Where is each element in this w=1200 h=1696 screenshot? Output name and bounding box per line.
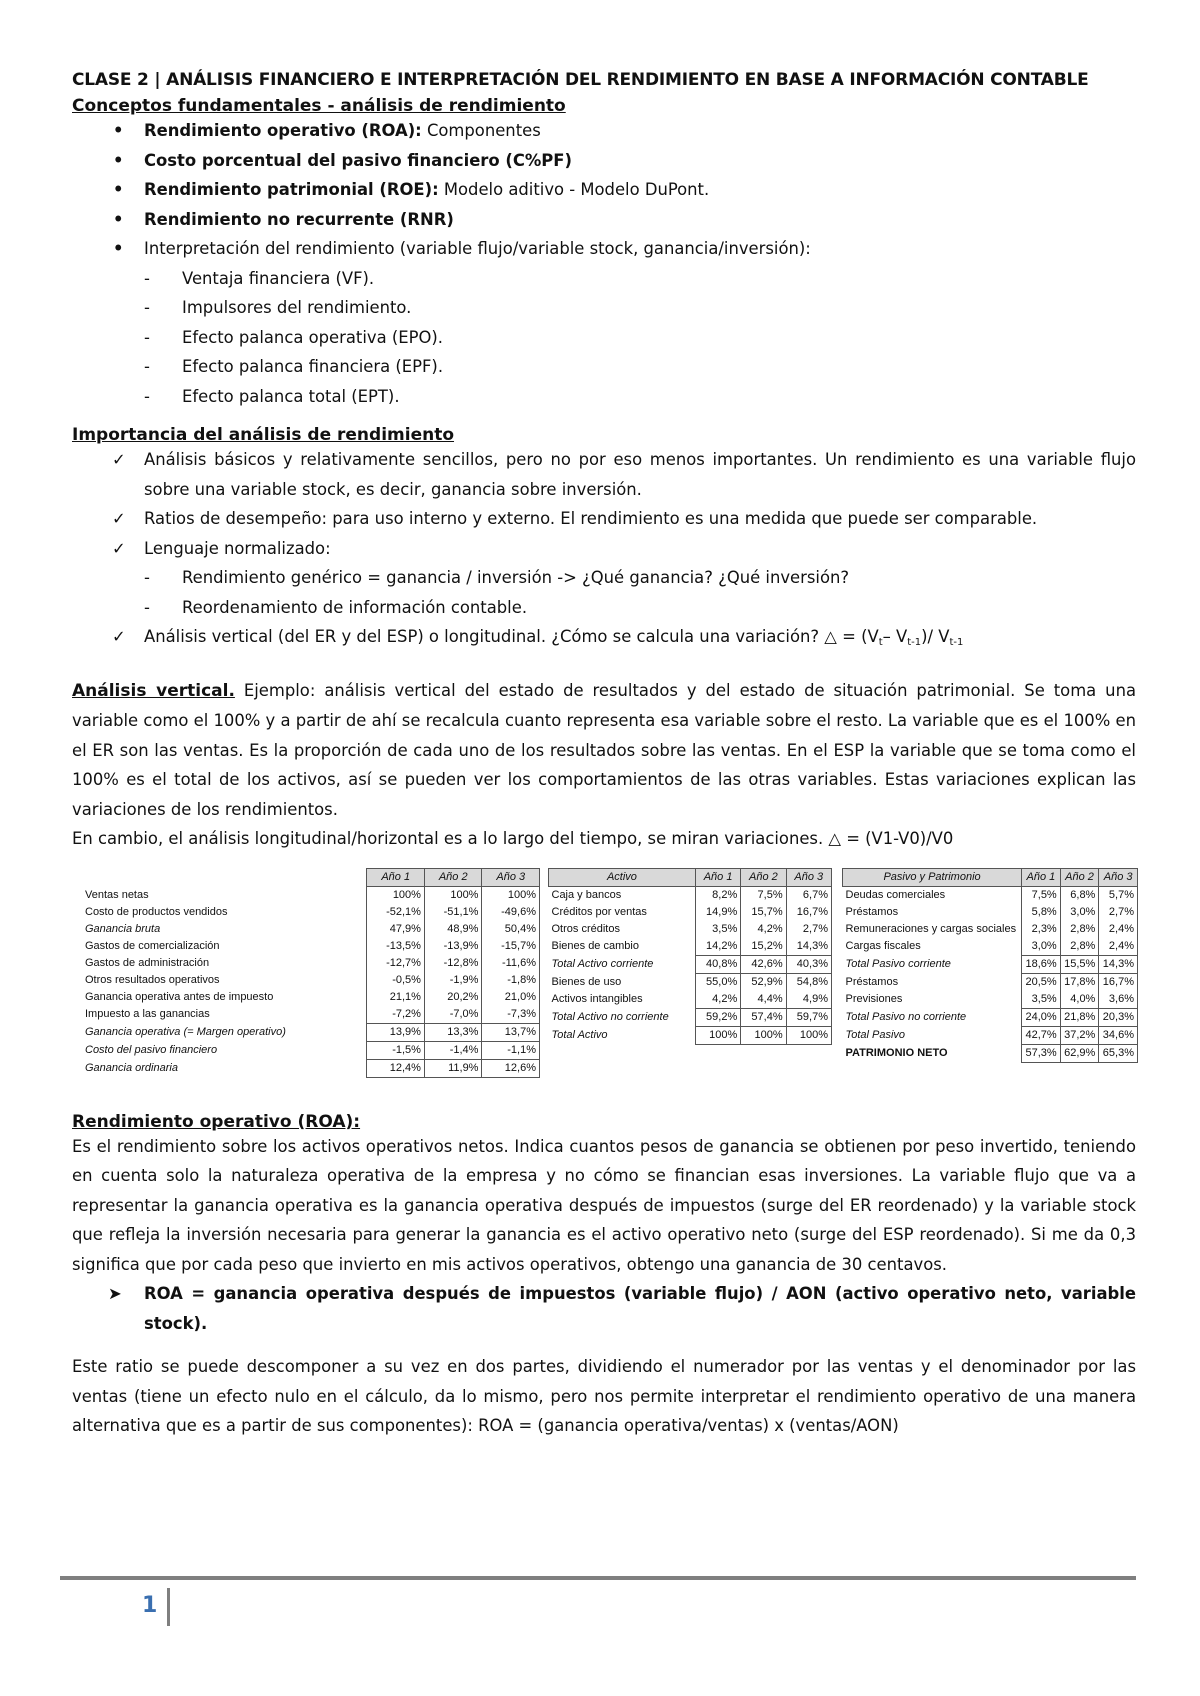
row-label: Créditos por ventas bbox=[551, 906, 647, 918]
cell-value: 100% bbox=[741, 1026, 786, 1044]
cell-value: 20,2% bbox=[424, 989, 482, 1006]
vertical-analysis-paragraph: Análisis vertical. Ejemplo: análisis vertical del estado de resultados y del estado de situación patrimonial. Se toma una variable como el 100% y a partir de ahí se recalcula cuanto representa esa variable sobre el resto. La variable que es el 100% en el ER son las ventas. Es la proporción de cada uno de los resultados sobre las ventas. En el ESP la variable que se toma como el 100% es el total de los activos, así se pueden ver los comportamientos de las otras variables. Estas variaciones explican las variaciones de los rendimientos. bbox=[72, 680, 1137, 819]
cell-value: 34,6% bbox=[1099, 1026, 1138, 1044]
cell-value: 21,1% bbox=[367, 989, 425, 1006]
page-number: 1 bbox=[142, 1588, 170, 1626]
checkmark-icon: ✓ bbox=[112, 450, 126, 469]
year-header: Año 2 bbox=[424, 868, 482, 886]
cell-value: 100% bbox=[786, 1026, 831, 1044]
row-label: Ganancia bruta bbox=[85, 923, 161, 935]
row-label: Total Pasivo corriente bbox=[845, 958, 951, 970]
table-row bbox=[82, 955, 540, 972]
cell-value: -13,5% bbox=[367, 938, 425, 955]
table-row bbox=[82, 938, 540, 955]
cell-value: -15,7% bbox=[482, 938, 540, 955]
cell-value: 4,9% bbox=[786, 991, 831, 1009]
cell-value: 37,2% bbox=[1060, 1026, 1099, 1044]
list-item: - Rendimiento genérico = ganancia / inversión -> ¿Qué ganancia? ¿Qué inversión? bbox=[72, 563, 1136, 593]
cell-value: 48,9% bbox=[424, 921, 482, 938]
income-statement-table bbox=[82, 868, 540, 1078]
row-label: Impuesto a las ganancias bbox=[85, 1008, 210, 1021]
cell-value: 5,8% bbox=[1022, 904, 1061, 921]
section-heading-roa: Rendimiento operativo (ROA): bbox=[72, 1111, 361, 1132]
row-label: Otros resultados operativos bbox=[85, 974, 220, 986]
cell-value: 14,9% bbox=[695, 904, 740, 921]
cell-value: -52,1% bbox=[367, 904, 425, 921]
cell-value: 17,8% bbox=[1060, 973, 1099, 991]
list-item: - Reordenamiento de información contable. bbox=[72, 593, 1136, 623]
cell-value: -1,9% bbox=[424, 972, 482, 989]
year-header: Año 2 bbox=[741, 868, 786, 886]
cell-value: 65,3% bbox=[1099, 1044, 1138, 1062]
table-header: Pasivo y Patrimonio bbox=[843, 868, 1022, 886]
table-row bbox=[843, 991, 1138, 1009]
list-item: - Efecto palanca total (EPT). bbox=[72, 382, 1136, 412]
concepts-list bbox=[72, 116, 1136, 264]
cell-value: 13,7% bbox=[482, 1023, 540, 1041]
cell-value: -0,5% bbox=[367, 972, 425, 989]
table-header: Activo bbox=[549, 868, 696, 886]
cell-value: -49,6% bbox=[482, 904, 540, 921]
cell-value: 52,9% bbox=[741, 973, 786, 991]
interpretation-sublist bbox=[72, 264, 1136, 412]
table-row bbox=[843, 886, 1138, 904]
table-row bbox=[82, 1041, 540, 1059]
cell-value: 57,3% bbox=[1022, 1044, 1061, 1062]
cell-value: -1,8% bbox=[482, 972, 540, 989]
year-header: Año 1 bbox=[695, 868, 740, 886]
cell-value: 57,4% bbox=[741, 1008, 786, 1026]
horizontal-analysis-paragraph: En cambio, el análisis longitudinal/horizontal es a lo largo del tiempo, se miran variaciones. △ = (V1-V0)/V0 bbox=[72, 829, 954, 848]
row-label: PATRIMONIO NETO bbox=[845, 1047, 948, 1059]
cell-value: -1,1% bbox=[482, 1041, 540, 1059]
cell-value: 2,3% bbox=[1022, 921, 1061, 938]
table-row bbox=[843, 938, 1138, 956]
cell-value: 47,9% bbox=[367, 921, 425, 938]
row-label: Deudas comerciales bbox=[845, 889, 946, 901]
cell-value: 16,7% bbox=[786, 904, 831, 921]
cell-value: 15,7% bbox=[741, 904, 786, 921]
table-row bbox=[549, 973, 832, 991]
cell-value: 6,8% bbox=[1060, 886, 1099, 904]
year-header: Año 1 bbox=[1022, 868, 1061, 886]
list-item: - Ventaja financiera (VF). bbox=[72, 264, 1136, 294]
table-row bbox=[843, 1026, 1138, 1044]
cell-value: 100% bbox=[482, 886, 540, 904]
importance-list-cont bbox=[72, 622, 1136, 658]
roa-decomposition-paragraph: Este ratio se puede descomponer a su vez en dos partes, dividiendo el numerador por las ventas y el denominador por las ventas (tiene un efecto nulo en el cálculo, da lo mismo, pero nos permite interpretar el rendimiento operativo de una manera alternativa que es a partir de sus componentes): ROA = (ganancia operativa/ventas) x (ventas/AON) bbox=[72, 1357, 1136, 1435]
cell-value: 55,0% bbox=[695, 973, 740, 991]
table-row bbox=[549, 1026, 832, 1044]
language-sublist bbox=[72, 563, 1136, 622]
importance-list bbox=[72, 445, 1136, 563]
row-label: Previsiones bbox=[845, 993, 903, 1006]
cell-value: 24,0% bbox=[1022, 1008, 1061, 1026]
cell-value: 2,4% bbox=[1099, 938, 1138, 956]
cell-value: 50,4% bbox=[482, 921, 540, 938]
cell-value: 8,2% bbox=[695, 886, 740, 904]
cell-value: 11,9% bbox=[424, 1059, 482, 1077]
cell-value: 4,2% bbox=[741, 921, 786, 938]
year-header: Año 3 bbox=[1099, 868, 1138, 886]
cell-value: 18,6% bbox=[1022, 955, 1061, 973]
cell-value: 40,8% bbox=[695, 955, 740, 973]
roa-formula-list bbox=[72, 1279, 1136, 1338]
checkmark-icon: ✓ bbox=[112, 538, 126, 558]
cell-value: 3,5% bbox=[695, 921, 740, 938]
list-item: ✓ Análisis básicos y relativamente sencillos, pero no por eso menos importantes. Un rendimiento es una variable flujo sobre una variable stock, es decir, ganancia sobre inversión. bbox=[72, 445, 1136, 504]
cell-value: -1,4% bbox=[424, 1041, 482, 1059]
row-label: Activos intangibles bbox=[551, 993, 643, 1006]
table-row bbox=[82, 921, 540, 938]
cell-value: 15,2% bbox=[741, 938, 786, 956]
list-item: • Rendimiento no recurrente (RNR) bbox=[72, 205, 1136, 235]
section-heading-conceptos: Conceptos fundamentales - análisis de rendimiento bbox=[72, 96, 566, 116]
table-row bbox=[843, 1044, 1138, 1062]
cell-value: 2,7% bbox=[786, 921, 831, 938]
cell-value: 21,0% bbox=[482, 989, 540, 1006]
cell-value: -7,3% bbox=[482, 1006, 540, 1024]
cell-value: -7,2% bbox=[367, 1006, 425, 1024]
table-row bbox=[549, 921, 832, 938]
table-row bbox=[843, 973, 1138, 991]
cell-value: 4,2% bbox=[695, 991, 740, 1009]
cell-value: 3,0% bbox=[1060, 904, 1099, 921]
row-label: Otros créditos bbox=[551, 923, 620, 935]
cell-value: 59,2% bbox=[695, 1008, 740, 1026]
cell-value: 4,4% bbox=[741, 991, 786, 1009]
row-label: Ganancia operativa (= Margen operativo) bbox=[85, 1026, 286, 1038]
cell-value: 2,7% bbox=[1099, 904, 1138, 921]
table-row bbox=[82, 972, 540, 989]
row-label: Ganancia operativa antes de impuesto bbox=[85, 991, 274, 1003]
row-label: Préstamos bbox=[845, 975, 899, 988]
cell-value: -13,9% bbox=[424, 938, 482, 955]
cell-value: 13,9% bbox=[367, 1023, 425, 1041]
cell-value: 40,3% bbox=[786, 955, 831, 973]
cell-value: 2,8% bbox=[1060, 938, 1099, 956]
cell-value: 59,7% bbox=[786, 1008, 831, 1026]
table-row bbox=[82, 1059, 540, 1077]
year-header: Año 3 bbox=[482, 868, 540, 886]
cell-value: 6,7% bbox=[786, 886, 831, 904]
row-label: Costo del pasivo financiero bbox=[85, 1044, 218, 1056]
cell-value: 100% bbox=[695, 1026, 740, 1044]
cell-value: 14,3% bbox=[786, 938, 831, 956]
footer-rule bbox=[60, 1576, 1136, 1580]
table-row bbox=[843, 955, 1138, 973]
row-label: Caja y bancos bbox=[551, 889, 622, 901]
cell-value: -7,0% bbox=[424, 1006, 482, 1024]
row-label: Ganancia ordinaria bbox=[85, 1062, 178, 1074]
table-row bbox=[549, 991, 832, 1009]
checkmark-icon: ✓ bbox=[112, 627, 126, 646]
arrow-bullet-icon: ➤ bbox=[108, 1284, 122, 1303]
list-item: • Rendimiento patrimonial (ROE): Modelo aditivo - Modelo DuPont. bbox=[72, 175, 1136, 205]
list-item: - Efecto palanca operativa (EPO). bbox=[72, 323, 1136, 353]
cell-value: 7,5% bbox=[741, 886, 786, 904]
row-label: Bienes de uso bbox=[551, 975, 622, 988]
list-item: ➤ ROA = ganancia operativa después de impuestos (variable flujo) / AON (activo operativo neto, variable stock). bbox=[72, 1279, 1136, 1338]
list-item: ✓ Análisis vertical (del ER y del ESP) o longitudinal. ¿Cómo se calcula una variación? △ = ($V_t-$ $V_{t-1})/$ $V_{t-1}$ bbox=[72, 622, 1136, 658]
row-label: Ventas netas bbox=[85, 888, 149, 901]
table-row bbox=[82, 1006, 540, 1024]
row-label: Préstamos bbox=[845, 906, 899, 918]
cell-value: 20,3% bbox=[1099, 1008, 1138, 1026]
table-row bbox=[843, 904, 1138, 921]
table-row bbox=[549, 938, 832, 956]
cell-value: 42,6% bbox=[741, 955, 786, 973]
cell-value: 3,6% bbox=[1099, 991, 1138, 1009]
liabilities-equity-table bbox=[842, 868, 1138, 1063]
row-label: Total Pasivo bbox=[845, 1029, 906, 1041]
cell-value: 12,4% bbox=[367, 1059, 425, 1077]
cell-value: 42,7% bbox=[1022, 1026, 1061, 1044]
cell-value: 100% bbox=[424, 886, 482, 904]
table-row bbox=[82, 904, 540, 921]
checkmark-icon: ✓ bbox=[112, 509, 126, 528]
cell-value: 54,8% bbox=[786, 973, 831, 991]
section-heading-vertical: Análisis vertical. bbox=[72, 680, 235, 701]
cell-value: -12,7% bbox=[367, 955, 425, 972]
list-item: • Costo porcentual del pasivo financiero (C%PF) bbox=[72, 146, 1136, 176]
cell-value: 2,4% bbox=[1099, 921, 1138, 938]
cell-value: 5,7% bbox=[1099, 886, 1138, 904]
document-title: CLASE 2 | ANÁLISIS FINANCIERO E INTERPRETACIÓN DEL RENDIMIENTO EN BASE A INFORMACIÓN CONTABLE bbox=[72, 70, 1089, 90]
cell-value: 13,3% bbox=[424, 1023, 482, 1041]
cell-value: 21,8% bbox=[1060, 1008, 1099, 1026]
cell-value: 2,8% bbox=[1060, 921, 1099, 938]
list-item: ✓ Lenguaje normalizado: bbox=[72, 534, 1136, 564]
cell-value: 15,5% bbox=[1060, 955, 1099, 973]
table-row bbox=[82, 989, 540, 1006]
cell-value: 16,7% bbox=[1099, 973, 1138, 991]
row-label: Gastos de comercialización bbox=[85, 940, 220, 952]
cell-value: 20,5% bbox=[1022, 973, 1061, 991]
cell-value: 62,9% bbox=[1060, 1044, 1099, 1062]
table-row bbox=[82, 886, 540, 904]
table-row bbox=[843, 921, 1138, 938]
year-header: Año 2 bbox=[1060, 868, 1099, 886]
list-item: - Efecto palanca financiera (EPF). bbox=[72, 352, 1136, 382]
cell-value: -51,1% bbox=[424, 904, 482, 921]
row-label: Remuneraciones y cargas sociales bbox=[845, 923, 1017, 935]
year-header: Año 1 bbox=[367, 868, 425, 886]
cell-value: 3,5% bbox=[1022, 991, 1061, 1009]
row-label: Total Pasivo no corriente bbox=[845, 1011, 967, 1023]
list-item: - Impulsores del rendimiento. bbox=[72, 293, 1136, 323]
table-row bbox=[549, 904, 832, 921]
row-label: Cargas fiscales bbox=[845, 940, 921, 953]
section-heading-importancia: Importancia del análisis de rendimiento bbox=[72, 425, 455, 445]
roa-paragraph: Es el rendimiento sobre los activos operativos netos. Indica cuantos pesos de ganancia se obtienen por peso invertido, teniendo en cuenta solo la naturaleza operativa de la empresa y no cómo se financian esas inversiones. La variable flujo que va a representar la ganancia operativa es la ganancia operativa después de impuestos (surge del ER reordenado) y la variable stock que refleja la inversión necesaria para generar la ganancia es el activo operativo neto (surge del ESP reordenado). Si me da 0,3 significa que por cada peso que invierto en mis activos operativos, obtengo una ganancia de 30 centavos. bbox=[72, 1136, 1136, 1274]
row-label: Bienes de cambio bbox=[551, 940, 639, 953]
row-label: Total Activo bbox=[551, 1029, 608, 1041]
financial-tables bbox=[72, 868, 1136, 1108]
table-header bbox=[82, 868, 367, 886]
table-row bbox=[549, 955, 832, 973]
cell-value: -12,8% bbox=[424, 955, 482, 972]
cell-value: -11,6% bbox=[482, 955, 540, 972]
table-row bbox=[82, 1023, 540, 1041]
cell-value: -1,5% bbox=[367, 1041, 425, 1059]
list-item: • Rendimiento operativo (ROA): Componentes bbox=[72, 116, 1136, 146]
cell-value: 12,6% bbox=[482, 1059, 540, 1077]
list-item: • Interpretación del rendimiento (variable flujo/variable stock, ganancia/inversión): bbox=[72, 234, 1136, 264]
year-header: Año 3 bbox=[786, 868, 831, 886]
document-page bbox=[72, 70, 1136, 1441]
row-label: Gastos de administración bbox=[85, 957, 210, 969]
table-row bbox=[843, 1008, 1138, 1026]
row-label: Costo de productos vendidos bbox=[85, 906, 228, 918]
table-row bbox=[549, 1008, 832, 1026]
cell-value: 4,0% bbox=[1060, 991, 1099, 1009]
cell-value: 14,2% bbox=[695, 938, 740, 956]
cell-value: 100% bbox=[367, 886, 425, 904]
row-label: Total Activo no corriente bbox=[551, 1011, 669, 1023]
cell-value: 3,0% bbox=[1022, 938, 1061, 956]
row-label: Total Activo corriente bbox=[551, 958, 654, 970]
cell-value: 14,3% bbox=[1099, 955, 1138, 973]
list-item: ✓ Ratios de desempeño: para uso interno y externo. El rendimiento es una medida que puede ser comparable. bbox=[72, 504, 1136, 534]
assets-table bbox=[548, 868, 832, 1045]
cell-value: 7,5% bbox=[1022, 886, 1061, 904]
table-row bbox=[549, 886, 832, 904]
